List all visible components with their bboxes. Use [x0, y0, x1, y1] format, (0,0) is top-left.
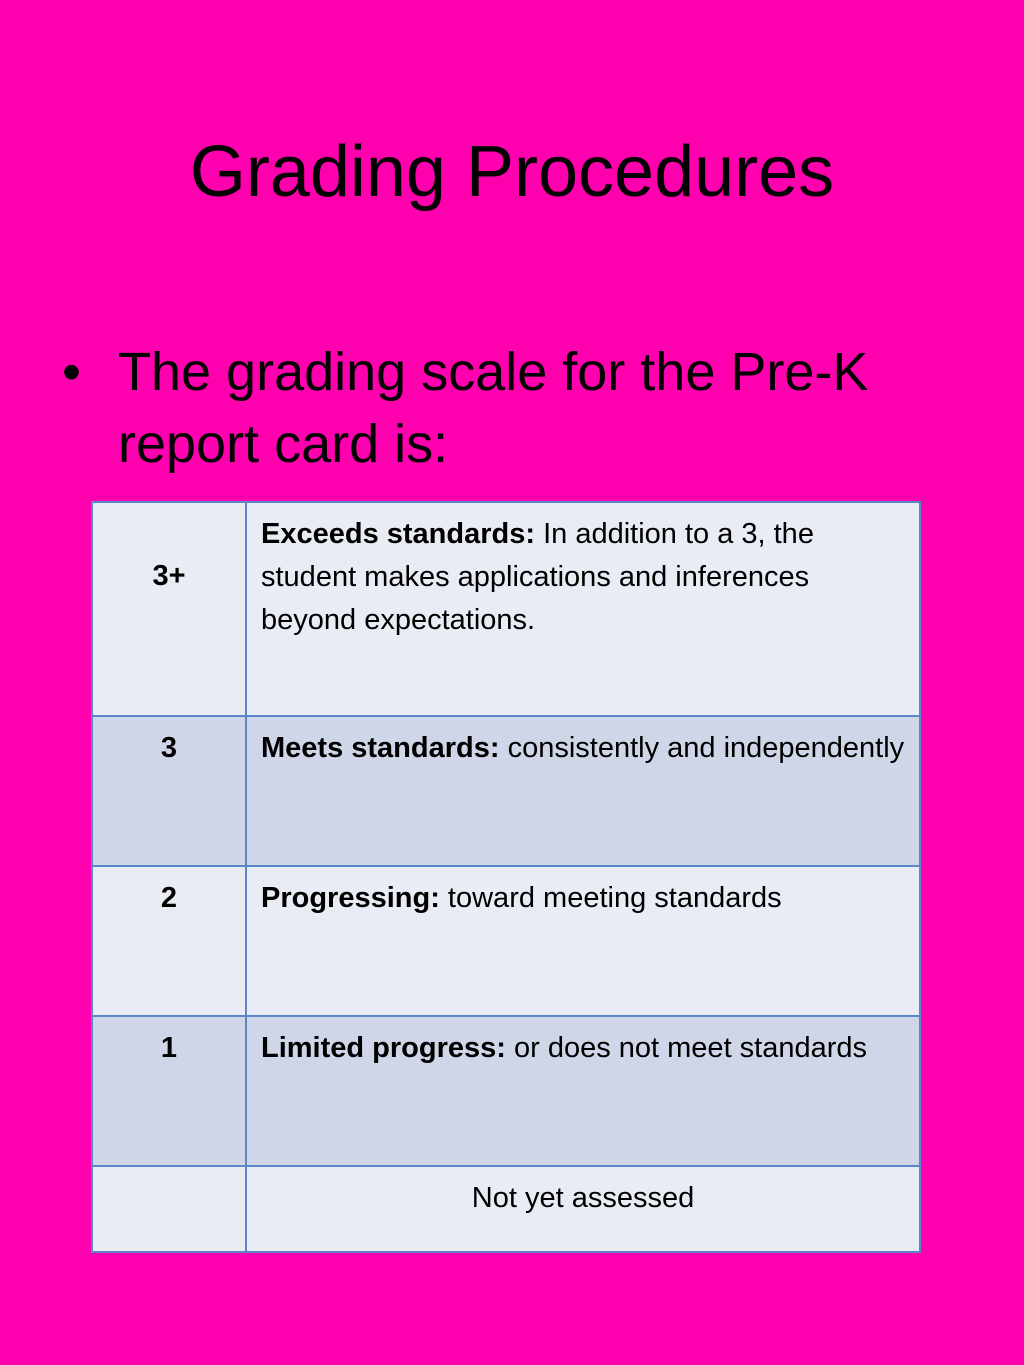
table-row: [92, 502, 920, 716]
description-cell: [246, 502, 920, 716]
description-text: Not yet assessed: [471, 1182, 695, 1214]
table-row: [92, 1016, 920, 1166]
description-cell: [246, 1166, 920, 1252]
grade-cell: 2: [92, 866, 246, 1016]
description-label: Meets standards:: [261, 732, 500, 764]
grade-cell: [92, 1166, 246, 1252]
description-cell: [246, 716, 920, 866]
bullet-icon: •: [62, 342, 81, 402]
description-text: In addition to a 3, the student makes applications and inferences beyond expectations.: [261, 518, 814, 636]
grading-scale-table: [91, 501, 921, 1253]
bullet-point: [62, 336, 942, 480]
description-text: or does not meet standards: [505, 1032, 868, 1064]
description-cell: [246, 866, 920, 1016]
table-row: [92, 1166, 920, 1252]
description-label: Limited progress:: [261, 1032, 506, 1064]
slide-title: Grading Procedures: [189, 132, 835, 212]
table-row: [92, 866, 920, 1016]
description-cell: [246, 1016, 920, 1166]
grade-cell: 3+: [92, 502, 246, 716]
grade-cell: 3: [92, 716, 246, 866]
table-row: [92, 716, 920, 866]
bullet-text: The grading scale for the Pre-K report card is:: [118, 342, 869, 474]
description-text: consistently and independently: [499, 732, 905, 764]
grade-cell: 1: [92, 1016, 246, 1166]
description-label: Progressing:: [261, 882, 440, 914]
description-label: Exceeds standards:: [261, 518, 536, 550]
description-text: toward meeting standards: [439, 882, 782, 914]
